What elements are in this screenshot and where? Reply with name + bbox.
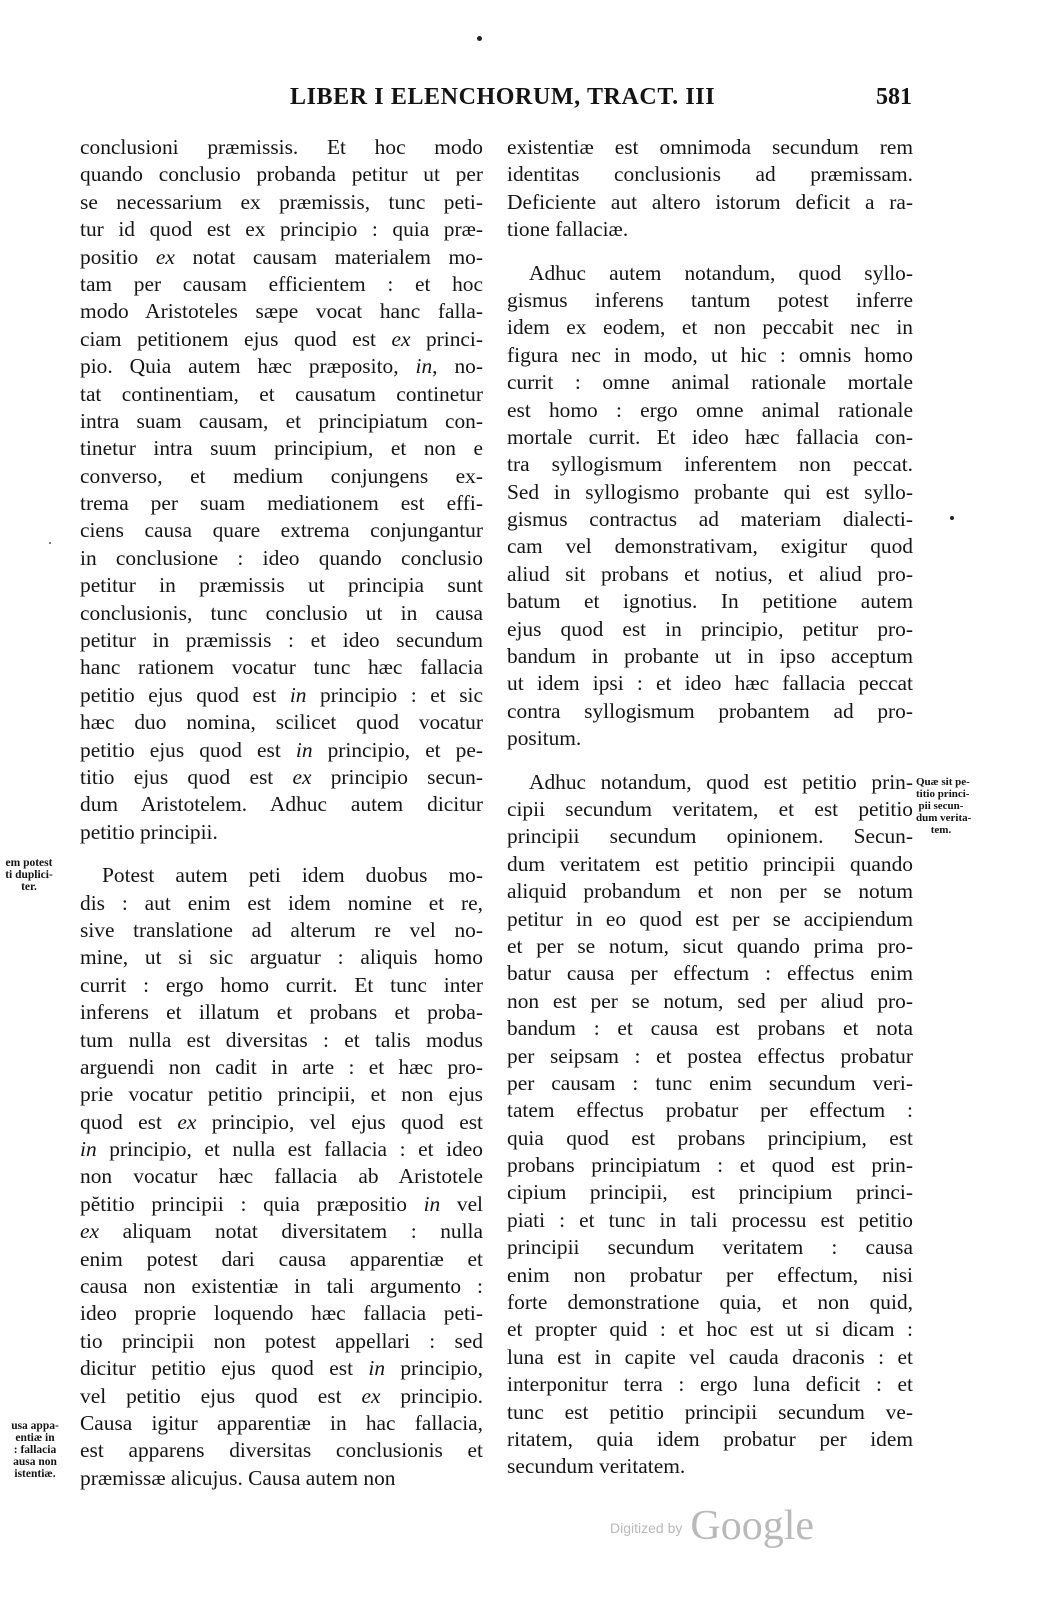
digitized-by-label: Digitized by [610, 1520, 683, 1536]
text-line: interponitur terra : ergo luna deficit : et [507, 1372, 913, 1397]
text-line: secundum veritatem. [507, 1454, 686, 1479]
text-line: piati : et tunc in tali processu est petitio [507, 1207, 913, 1232]
text-line: ex aliquam notat diversitatem : nulla [80, 1219, 483, 1244]
text-line: ut idem ipsi : et ideo hæc fallacia peccat [507, 671, 913, 696]
text-line: bandum : et causa est probans et nota [507, 1016, 913, 1041]
text-line: forte demonstratione quia, et non quid, [507, 1290, 913, 1315]
italic-word: in [80, 1137, 97, 1162]
italic-word: ex [292, 764, 312, 789]
margin-note-line: usa appa- [11, 1420, 59, 1432]
text-line: conclusionis, tunc conclusio ut in causa [80, 600, 483, 625]
text-line: tione fallaciæ. [507, 217, 629, 242]
margin-note-line: istentiæ. [14, 1468, 56, 1480]
text-line: dis : aut enim est idem nomine et re, [80, 890, 483, 915]
text-line: petitur in præmissis : et ideo secundum [80, 628, 483, 653]
text-line: currit : ergo homo currit. Et tunc inter [80, 972, 483, 997]
text-line: petitio ejus quod est in principio : et sic [80, 682, 483, 707]
text-line: contra syllogismum probantem ad pro- [507, 698, 913, 723]
text-line: quia quod est probans principium, est [507, 1125, 913, 1150]
right-text-column [507, 134, 913, 1481]
text-line: idem ex eodem, et non peccabit nec in [507, 315, 913, 340]
text-line: Sed in syllogismo probante qui est syllo- [507, 479, 913, 504]
left-text-column [80, 134, 483, 1492]
paragraph-gap [507, 244, 913, 260]
text-line: quando conclusio probanda petitur ut per [80, 162, 483, 187]
margin-note [0, 1420, 70, 1480]
text-line: dum Aristotelem. Adhuc autem dicitur [80, 792, 483, 817]
text-line: petitio ejus quod est in principio, et pe- [80, 737, 483, 762]
paragraph [507, 260, 913, 753]
text-line: principii secundum veritatem : causa [507, 1235, 913, 1260]
text-line: batur causa per effectum : effectus enim [507, 961, 913, 986]
text-line: petitur in præmissis ut principia sunt [80, 573, 483, 598]
text-line: ideo proprie loquendo hæc fallacia peti- [80, 1301, 483, 1326]
italic-word: ex [80, 1219, 99, 1244]
text-line: currit : omne animal rationale mortale [507, 370, 913, 395]
page-number: 581 [876, 84, 912, 110]
margin-note [0, 857, 58, 893]
margin-note-line: : fallacia [13, 1444, 57, 1456]
text-line: Potest autem peti idem duobus mo- [102, 863, 483, 888]
text-line: pio. Quia autem hæc præposito, in, no- [80, 354, 483, 379]
margin-note-line: em potest [5, 857, 53, 869]
italic-word: ex [391, 326, 411, 351]
text-line: enim potest dari causa apparentiæ et [80, 1246, 483, 1271]
margin-note-line: ter. [21, 881, 37, 893]
text-line: identitas conclusionis ad præmissam. [507, 162, 913, 187]
text-line: batum et ignotius. In petitione autem [507, 589, 913, 614]
text-line: ciam petitionem ejus quod est ex princi- [80, 326, 483, 351]
text-line: tam per causam efficientem : et hoc [80, 271, 483, 296]
text-line: principii secundum opinionem. Secun- [507, 824, 913, 849]
text-line: modo Aristoteles sæpe vocat hanc falla- [80, 299, 483, 324]
italic-word: in [295, 737, 313, 762]
text-line: Causa igitur apparentiæ in hac fallacia, [80, 1410, 483, 1435]
text-line: existentiæ est omnimoda secundum rem [507, 135, 913, 159]
text-line: prie vocatur petitio principii, et non ejus [80, 1082, 483, 1107]
italic-word: in [289, 682, 307, 707]
text-line: tra syllogismum inferentem non peccat. [507, 452, 913, 477]
text-line: mine, ut si sic arguatur : aliquis homo [80, 945, 483, 970]
text-line: Adhuc notandum, quod est petitio prin- [529, 769, 913, 794]
italic-word: ex [177, 1109, 197, 1134]
text-line: converso, et medium conjungens ex- [80, 463, 483, 488]
text-line: ejus quod est in principio, petitur pro- [507, 616, 913, 641]
text-line: dicitur petitio ejus quod est in principio, [80, 1356, 483, 1381]
text-line: mortale currit. Et ideo hæc fallacia con- [507, 424, 913, 449]
text-line: Adhuc autem notandum, quod syllo- [529, 260, 913, 285]
paragraph [80, 862, 483, 1492]
text-line: tatem effectus probatur per effectum : [507, 1098, 913, 1123]
paragraph [507, 769, 913, 1481]
text-line: Deficiente aut altero istorum deficit a ra- [507, 189, 913, 214]
margin-note-line: entiæ in [15, 1432, 55, 1444]
ink-dot [49, 542, 51, 544]
text-line: pĕtitio principii : quia præpositio in vel [80, 1191, 484, 1216]
text-line: petitio principii. [80, 819, 218, 844]
text-line: tunc est petitio principii secundum ve- [507, 1399, 913, 1424]
text-line: tio principii non potest appellari : sed [80, 1328, 483, 1353]
paragraph [80, 134, 483, 846]
margin-note-line: ausa non [13, 1456, 57, 1468]
text-line: trema per suam mediationem est effi- [80, 491, 483, 516]
text-line: cipii secundum veritatem, et est petitio [507, 796, 913, 821]
italic-word: ex [361, 1383, 381, 1408]
text-line: se necessarium ex præmissis, tunc peti- [80, 189, 483, 214]
text-line: inferens et illatum et probans et proba- [80, 1000, 483, 1025]
italic-word: in [415, 354, 433, 379]
text-line: intra suam causam, et principiatum con- [80, 408, 483, 433]
paragraph-gap [507, 753, 913, 769]
text-line: petitur in eo quod est per se accipiendum [507, 906, 913, 931]
margin-note-line: titio princi- [916, 788, 970, 800]
page-header [0, 84, 1055, 114]
text-line: in principio, et nulla est fallacia : et ideo [80, 1137, 483, 1162]
text-line: aliud sit probans et notius, et aliud pro- [507, 561, 913, 586]
text-line: vel petitio ejus quod est ex principio. [80, 1383, 483, 1408]
ink-dot [950, 516, 954, 520]
text-line: tinetur intra suum principium, et non e [80, 436, 483, 461]
italic-word: ex [155, 244, 175, 269]
text-line: causa non existentiæ in tali argumento : [80, 1274, 483, 1299]
text-line: per causam : tunc enim secundum veri- [507, 1070, 913, 1095]
text-line: dum veritatem est petitio principii quando [507, 851, 913, 876]
text-line: et propter quid : et hoc est ut si dicam : [507, 1317, 913, 1342]
text-line: sive translatione ad alterum re vel no- [80, 917, 483, 942]
italic-word: in [423, 1191, 441, 1216]
text-line: per seipsam : et postea effectus probatur [507, 1043, 913, 1068]
text-line: in conclusione : ideo quando conclusio [80, 545, 483, 570]
text-line: gismus inferens tantum potest inferre [507, 287, 913, 312]
google-logo: Google [690, 1503, 815, 1549]
margin-note-line: ti duplici- [5, 869, 53, 881]
running-head: LIBER I ELENCHORUM, TRACT. III [290, 84, 716, 110]
text-line: non est per se notum, sed per aliud pro- [507, 988, 913, 1013]
text-line: tur id quod est ex principio : quia præ- [80, 217, 483, 242]
text-line: hæc duo nomina, scilicet quod vocatur [80, 710, 483, 735]
text-line: hanc rationem vocatur tunc hæc fallacia [80, 655, 483, 680]
margin-note-line: pii secun- [918, 800, 964, 812]
text-line: est homo : ergo omne animal rationale [507, 397, 913, 422]
margin-note-line: tem. [930, 824, 952, 836]
text-line: figura nec in modo, ut hic : omnis homo [507, 342, 913, 367]
text-line: conclusioni præmissis. Et hoc modo [80, 135, 483, 159]
text-line: enim non probatur per effectum, nisi [507, 1262, 913, 1287]
text-line: ciens causa quare extrema conjungantur [80, 518, 483, 543]
italic-word: in [368, 1356, 386, 1381]
text-line: positum. [507, 726, 582, 751]
paragraph-gap [80, 846, 483, 862]
text-line: tat continentiam, et causatum continetur [80, 381, 483, 406]
text-line: non vocatur hæc fallacia ab Aristotele [80, 1164, 483, 1189]
text-line: luna est in capite vel cauda draconis : et [507, 1344, 913, 1369]
text-line: titio ejus quod est ex principio secun- [80, 764, 483, 789]
paragraph [507, 134, 913, 244]
text-line: aliquid probandum et non per se notum [507, 879, 913, 904]
text-line: quod est ex principio, vel ejus quod est [80, 1109, 483, 1134]
text-line: bandum in probante ut in ipso acceptum [507, 644, 913, 669]
ink-dot [477, 36, 482, 41]
text-line: positio ex notat causam materialem mo- [80, 244, 483, 269]
text-line: cam vel demonstrativam, exigitur quod [507, 534, 913, 559]
text-line: arguendi non cadit in arte : et hæc pro- [80, 1054, 483, 1079]
text-line: ritatem, quia idem probatur per idem [507, 1426, 913, 1451]
text-line: cipium principii, est principium princi- [507, 1180, 913, 1205]
text-line: præmissæ alicujus. Causa autem non [80, 1465, 396, 1490]
text-line: et per se notum, sicut quando prima pro- [507, 933, 913, 958]
margin-note [916, 776, 972, 836]
margin-note-line: dum verita- [916, 812, 972, 824]
digitization-watermark [610, 1502, 814, 1550]
text-line: probans principiatum : et quod est prin- [507, 1153, 913, 1178]
margin-note-line: Quæ sit pe- [916, 776, 970, 788]
text-line: est apparens diversitas conclusionis et [80, 1438, 483, 1463]
text-line: tum nulla est diversitas : et talis modus [80, 1027, 483, 1052]
text-line: gismus contractus ad materiam dialecti- [507, 507, 913, 532]
